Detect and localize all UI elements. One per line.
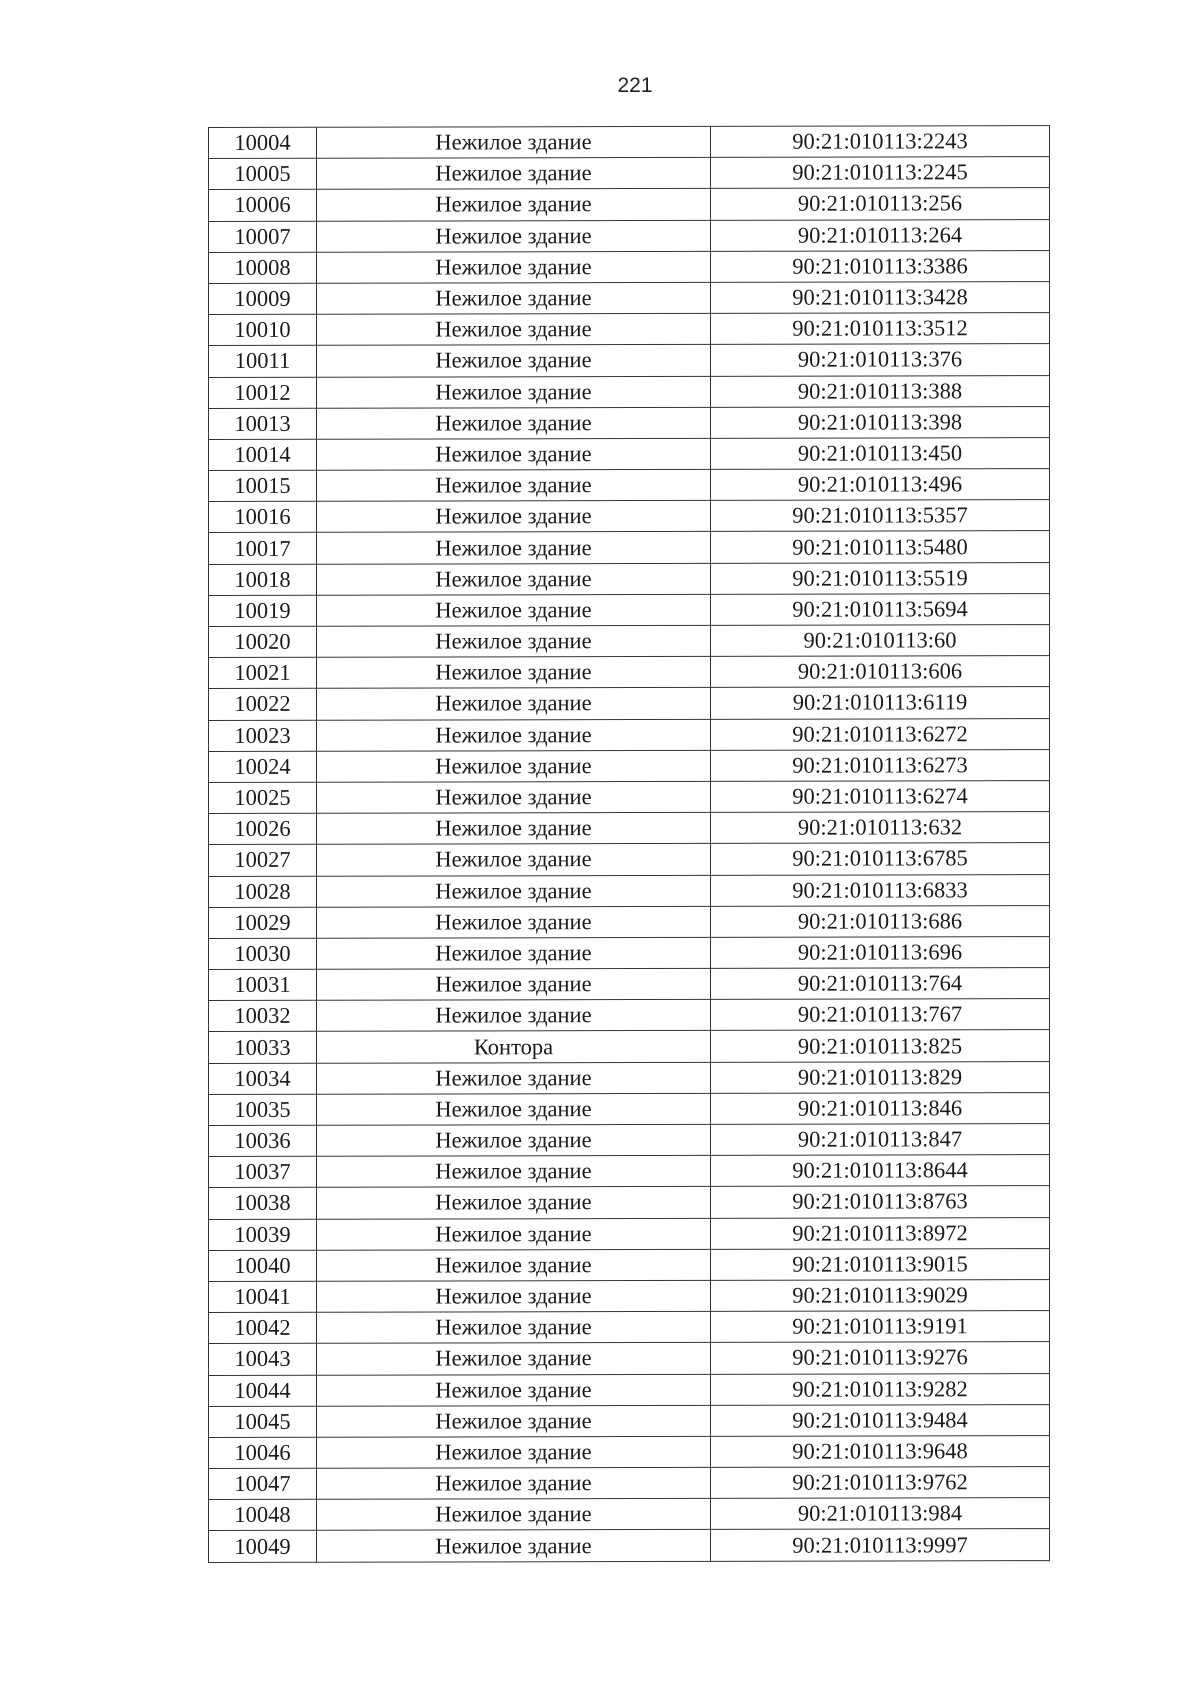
row-number-cell: 10024 xyxy=(209,751,317,782)
cadastral-number-cell: 90:21:010113:9762 xyxy=(711,1467,1050,1499)
object-name-cell: Нежилое здание xyxy=(317,906,711,938)
row-number-cell: 10017 xyxy=(209,533,317,564)
cadastral-number-cell: 90:21:010113:9276 xyxy=(711,1342,1050,1374)
table-row xyxy=(209,375,1050,408)
row-number-cell: 10012 xyxy=(209,377,317,408)
row-number-cell: 10006 xyxy=(209,190,317,221)
table-row xyxy=(209,812,1050,845)
table-row xyxy=(209,469,1050,502)
object-name-cell: Нежилое здание xyxy=(317,220,711,252)
object-name-cell: Нежилое здание xyxy=(317,1000,711,1032)
object-name-cell: Нежилое здание xyxy=(317,1405,711,1437)
object-name-cell: Нежилое здание xyxy=(317,657,711,689)
cadastral-number-cell: 90:21:010113:846 xyxy=(711,1092,1050,1124)
table-row xyxy=(209,437,1050,470)
registry-table-body xyxy=(209,126,1050,1563)
row-number-cell: 10016 xyxy=(209,502,317,533)
table-row xyxy=(209,781,1050,814)
table-row xyxy=(209,1342,1050,1375)
table-row xyxy=(209,874,1050,907)
cadastral-number-cell: 90:21:010113:9282 xyxy=(711,1373,1050,1405)
object-name-cell: Нежилое здание xyxy=(317,1374,711,1406)
object-name-cell: Нежилое здание xyxy=(317,407,711,439)
object-name-cell: Контора xyxy=(317,1031,711,1063)
row-number-cell: 10034 xyxy=(209,1063,317,1094)
table-row xyxy=(209,999,1050,1032)
table-row xyxy=(209,1280,1050,1313)
row-number-cell: 10008 xyxy=(209,252,317,283)
cadastral-number-cell: 90:21:010113:450 xyxy=(711,437,1050,469)
table-row xyxy=(209,531,1050,564)
table-row xyxy=(209,1061,1050,1094)
row-number-cell: 10013 xyxy=(209,408,317,439)
row-number-cell: 10023 xyxy=(209,720,317,751)
table-row xyxy=(209,157,1050,190)
cadastral-number-cell: 90:21:010113:686 xyxy=(711,905,1050,937)
row-number-cell: 10004 xyxy=(209,127,317,158)
row-number-cell: 10047 xyxy=(209,1468,317,1499)
table-row xyxy=(209,905,1050,938)
object-name-cell: Нежилое здание xyxy=(317,126,711,158)
cadastral-number-cell: 90:21:010113:767 xyxy=(711,999,1050,1031)
table-row xyxy=(209,219,1050,252)
cadastral-number-cell: 90:21:010113:2245 xyxy=(711,157,1050,189)
table-row xyxy=(209,406,1050,439)
table-row xyxy=(209,843,1050,876)
cadastral-number-cell: 90:21:010113:264 xyxy=(711,219,1050,251)
object-name-cell: Нежилое здание xyxy=(317,812,711,844)
object-name-cell: Нежилое здание xyxy=(317,1062,711,1094)
cadastral-number-cell: 90:21:010113:9484 xyxy=(711,1404,1050,1436)
object-name-cell: Нежилое здание xyxy=(317,719,711,751)
row-number-cell: 10045 xyxy=(209,1406,317,1437)
table-row xyxy=(209,936,1050,969)
object-name-cell: Нежилое здание xyxy=(317,781,711,813)
object-name-cell: Нежилое здание xyxy=(317,750,711,782)
table-row xyxy=(209,1498,1050,1531)
table-row xyxy=(209,344,1050,377)
object-name-cell: Нежилое здание xyxy=(317,563,711,595)
object-name-cell: Нежилое здание xyxy=(317,158,711,190)
object-name-cell: Нежилое здание xyxy=(317,1093,711,1125)
object-name-cell: Нежилое здание xyxy=(317,875,711,907)
object-name-cell: Нежилое здание xyxy=(317,376,711,408)
cadastral-number-cell: 90:21:010113:6272 xyxy=(711,718,1050,750)
table-row xyxy=(209,749,1050,782)
object-name-cell: Нежилое здание xyxy=(317,844,711,876)
object-name-cell: Нежилое здание xyxy=(317,438,711,470)
table-row xyxy=(209,1248,1050,1281)
cadastral-number-cell: 90:21:010113:3428 xyxy=(711,282,1050,314)
object-name-cell: Нежилое здание xyxy=(317,345,711,377)
row-number-cell: 10022 xyxy=(209,689,317,720)
object-name-cell: Нежилое здание xyxy=(317,313,711,345)
row-number-cell: 10007 xyxy=(209,221,317,252)
cadastral-number-cell: 90:21:010113:8972 xyxy=(711,1217,1050,1249)
table-row xyxy=(209,1529,1050,1562)
cadastral-number-cell: 90:21:010113:6274 xyxy=(711,781,1050,813)
object-name-cell: Нежилое здание xyxy=(317,469,711,501)
cadastral-number-cell: 90:21:010113:376 xyxy=(711,344,1050,376)
object-name-cell: Нежилое здание xyxy=(317,1218,711,1250)
object-name-cell: Нежилое здание xyxy=(317,1467,711,1499)
table-row xyxy=(209,562,1050,595)
cadastral-number-cell: 90:21:010113:6119 xyxy=(711,687,1050,719)
cadastral-number-cell: 90:21:010113:6785 xyxy=(711,843,1050,875)
object-name-cell: Нежилое здание xyxy=(317,1311,711,1343)
cadastral-number-cell: 90:21:010113:9997 xyxy=(711,1529,1050,1561)
table-row xyxy=(209,593,1050,626)
cadastral-number-cell: 90:21:010113:8763 xyxy=(711,1186,1050,1218)
row-number-cell: 10010 xyxy=(209,314,317,345)
table-row xyxy=(209,656,1050,689)
table-row xyxy=(209,1467,1050,1500)
row-number-cell: 10031 xyxy=(209,969,317,1000)
cadastral-number-cell: 90:21:010113:764 xyxy=(711,968,1050,1000)
table-row xyxy=(209,968,1050,1001)
object-name-cell: Нежилое здание xyxy=(317,1156,711,1188)
cadastral-number-cell: 90:21:010113:984 xyxy=(711,1498,1050,1530)
table-row xyxy=(209,1186,1050,1219)
row-number-cell: 10028 xyxy=(209,876,317,907)
row-number-cell: 10009 xyxy=(209,283,317,314)
object-name-cell: Нежилое здание xyxy=(317,1499,711,1531)
object-name-cell: Нежилое здание xyxy=(317,1124,711,1156)
row-number-cell: 10046 xyxy=(209,1437,317,1468)
row-number-cell: 10027 xyxy=(209,845,317,876)
table-row xyxy=(209,282,1050,315)
table-row xyxy=(209,1124,1050,1157)
row-number-cell: 10025 xyxy=(209,782,317,813)
cadastral-number-cell: 90:21:010113:9648 xyxy=(711,1435,1050,1467)
object-name-cell: Нежилое здание xyxy=(317,1280,711,1312)
row-number-cell: 10026 xyxy=(209,813,317,844)
table-row xyxy=(209,1030,1050,1063)
object-name-cell: Нежилое здание xyxy=(317,968,711,1000)
object-name-cell: Нежилое здание xyxy=(317,282,711,314)
row-number-cell: 10011 xyxy=(209,346,317,377)
cadastral-number-cell: 90:21:010113:60 xyxy=(711,625,1050,657)
table-row xyxy=(209,313,1050,346)
row-number-cell: 10044 xyxy=(209,1375,317,1406)
table-row xyxy=(209,1311,1050,1344)
row-number-cell: 10030 xyxy=(209,938,317,969)
row-number-cell: 10005 xyxy=(209,158,317,189)
cadastral-number-cell: 90:21:010113:696 xyxy=(711,936,1050,968)
row-number-cell: 10037 xyxy=(209,1156,317,1187)
object-name-cell: Нежилое здание xyxy=(317,251,711,283)
row-number-cell: 10033 xyxy=(209,1032,317,1063)
table-row xyxy=(209,126,1050,159)
row-number-cell: 10038 xyxy=(209,1188,317,1219)
object-name-cell: Нежилое здание xyxy=(317,625,711,657)
row-number-cell: 10029 xyxy=(209,907,317,938)
cadastral-number-cell: 90:21:010113:5694 xyxy=(711,593,1050,625)
object-name-cell: Нежилое здание xyxy=(317,937,711,969)
cadastral-number-cell: 90:21:010113:496 xyxy=(711,469,1050,501)
cadastral-number-cell: 90:21:010113:5519 xyxy=(711,562,1050,594)
cadastral-number-cell: 90:21:010113:388 xyxy=(711,375,1050,407)
page-number: 221 xyxy=(617,74,653,97)
cadastral-number-cell: 90:21:010113:825 xyxy=(711,1030,1050,1062)
cadastral-number-cell: 90:21:010113:9015 xyxy=(711,1248,1050,1280)
table-row xyxy=(209,1092,1050,1125)
table-row xyxy=(209,1217,1050,1250)
cadastral-number-cell: 90:21:010113:3512 xyxy=(711,313,1050,345)
cadastral-number-cell: 90:21:010113:9191 xyxy=(711,1311,1050,1343)
object-name-cell: Нежилое здание xyxy=(317,688,711,720)
cadastral-number-cell: 90:21:010113:632 xyxy=(711,812,1050,844)
cadastral-number-cell: 90:21:010113:829 xyxy=(711,1061,1050,1093)
table-row xyxy=(209,718,1050,751)
cadastral-number-cell: 90:21:010113:9029 xyxy=(711,1280,1050,1312)
cadastral-number-cell: 90:21:010113:606 xyxy=(711,656,1050,688)
object-name-cell: Нежилое здание xyxy=(317,1436,711,1468)
object-name-cell: Нежилое здание xyxy=(317,1249,711,1281)
row-number-cell: 10048 xyxy=(209,1500,317,1531)
object-name-cell: Нежилое здание xyxy=(317,189,711,221)
row-number-cell: 10014 xyxy=(209,439,317,470)
cadastral-number-cell: 90:21:010113:6833 xyxy=(711,874,1050,906)
cadastral-number-cell: 90:21:010113:8644 xyxy=(711,1155,1050,1187)
object-name-cell: Нежилое здание xyxy=(317,1530,711,1562)
cadastral-number-cell: 90:21:010113:5480 xyxy=(711,531,1050,563)
table-row xyxy=(209,1373,1050,1406)
cadastral-number-cell: 90:21:010113:398 xyxy=(711,406,1050,438)
row-number-cell: 10040 xyxy=(209,1250,317,1281)
row-number-cell: 10015 xyxy=(209,470,317,501)
object-name-cell: Нежилое здание xyxy=(317,1187,711,1219)
row-number-cell: 10042 xyxy=(209,1312,317,1343)
row-number-cell: 10039 xyxy=(209,1219,317,1250)
table-row xyxy=(209,1435,1050,1468)
object-name-cell: Нежилое здание xyxy=(317,501,711,533)
row-number-cell: 10049 xyxy=(209,1531,317,1562)
table-row xyxy=(209,1155,1050,1188)
cadastral-number-cell: 90:21:010113:5357 xyxy=(711,500,1050,532)
cadastral-number-cell: 90:21:010113:256 xyxy=(711,188,1050,220)
object-name-cell: Нежилое здание xyxy=(317,1343,711,1375)
row-number-cell: 10032 xyxy=(209,1001,317,1032)
cadastral-number-cell: 90:21:010113:6273 xyxy=(711,749,1050,781)
cadastral-number-cell: 90:21:010113:3386 xyxy=(711,250,1050,282)
table-row xyxy=(209,500,1050,533)
table-row xyxy=(209,1404,1050,1437)
row-number-cell: 10021 xyxy=(209,657,317,688)
row-number-cell: 10035 xyxy=(209,1094,317,1125)
object-name-cell: Нежилое здание xyxy=(317,532,711,564)
table-row xyxy=(209,625,1050,658)
row-number-cell: 10041 xyxy=(209,1281,317,1312)
row-number-cell: 10043 xyxy=(209,1344,317,1375)
row-number-cell: 10018 xyxy=(209,564,317,595)
cadastral-number-cell: 90:21:010113:847 xyxy=(711,1124,1050,1156)
property-registry-table xyxy=(208,125,1050,1563)
row-number-cell: 10020 xyxy=(209,626,317,657)
object-name-cell: Нежилое здание xyxy=(317,594,711,626)
row-number-cell: 10019 xyxy=(209,595,317,626)
cadastral-number-cell: 90:21:010113:2243 xyxy=(711,126,1050,158)
table-row xyxy=(209,188,1050,221)
table-row xyxy=(209,250,1050,283)
row-number-cell: 10036 xyxy=(209,1125,317,1156)
table-row xyxy=(209,687,1050,720)
